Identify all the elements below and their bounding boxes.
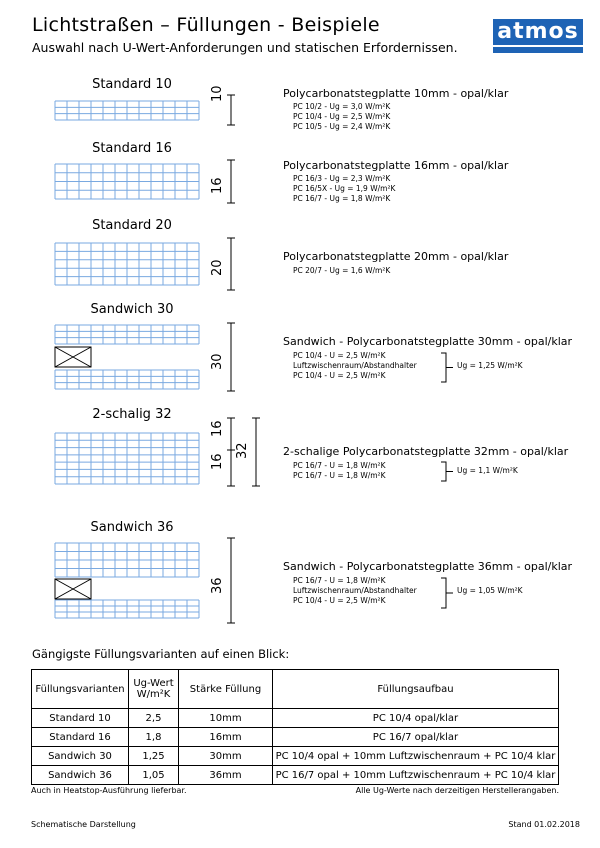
panel-heading-standard-10: Standard 10	[92, 77, 172, 92]
panel-spec-sandwich-30	[293, 351, 417, 381]
table-header: Füllungsvarianten	[32, 670, 129, 709]
panel-spec-standard-10	[293, 102, 390, 132]
table-cell: PC 10/4 opal + 10mm Luftzwischenraum + PC 10/4 klar	[273, 747, 559, 766]
spec-line: PC 16/5X - Ug = 1,9 W/m²K	[293, 184, 396, 193]
panel-result-sandwich-30: Ug = 1,25 W/m²K	[457, 361, 523, 370]
note-manufacturer: Alle Ug-Werte nach derzeitigen Herstellerangaben.	[355, 786, 559, 795]
table-cell: 36mm	[179, 766, 273, 785]
table-cell: Sandwich 36	[32, 766, 129, 785]
dim-label-36: 36	[210, 577, 225, 594]
panel-heading-2-schalig-32: 2-schalig 32	[92, 407, 172, 422]
table-header-row	[32, 670, 559, 709]
table-row	[32, 747, 559, 766]
table-cell: 10mm	[179, 709, 273, 728]
panel-spec-standard-20	[293, 266, 390, 276]
dim-label-20: 20	[210, 259, 225, 276]
panel-spec-standard-16	[293, 174, 395, 204]
table-cell: 1,05	[129, 766, 179, 785]
spec-line: PC 10/2 - Ug = 3,0 W/m²K	[293, 102, 391, 111]
panel-spec-sandwich-36	[293, 576, 417, 606]
panel-heading-sandwich-30: Sandwich 30	[90, 302, 174, 317]
table-header: Füllungsaufbau	[273, 670, 559, 709]
table-cell: 2,5	[129, 709, 179, 728]
table-cell: 30mm	[179, 747, 273, 766]
spec-line: PC 10/5 - Ug = 2,4 W/m²K	[293, 122, 391, 131]
panel-heading-sandwich-36: Sandwich 36	[90, 520, 174, 535]
table-header: Ug-Wert W/m²K	[129, 670, 179, 709]
dim-label-32-lower: 16	[210, 453, 225, 470]
logo-text: atmos	[493, 19, 583, 45]
result-brace	[441, 353, 453, 382]
panel-title-2-schalig-32: 2-schalige Polycarbonatstegplatte 32mm - opal/klar	[283, 445, 569, 458]
dim-label-30: 30	[210, 353, 225, 370]
table-cell: Standard 16	[32, 728, 129, 747]
spec-line: PC 20/7 - Ug = 1,6 W/m²K	[293, 266, 391, 275]
dim-label-10: 10	[210, 85, 225, 102]
table-row	[32, 709, 559, 728]
spec-line: Luftzwischenraum/Abstandhalter	[293, 361, 417, 370]
spec-line: Luftzwischenraum/Abstandhalter	[293, 586, 417, 595]
note-heatstop: Auch in Heatstop-Ausführung lieferbar.	[31, 786, 187, 795]
page-title: Lichtstraßen – Füllungen - Beispiele	[32, 14, 380, 36]
footer-date: Stand 01.02.2018	[508, 820, 580, 829]
table-row	[32, 728, 559, 747]
panel-title-standard-20: Polycarbonatstegplatte 20mm - opal/klar	[283, 250, 509, 263]
table-cell: PC 16/7 opal + 10mm Luftzwischenraum + PC 10/4 klar	[273, 766, 559, 785]
page-subtitle: Auswahl nach U-Wert-Anforderungen und statischen Erfordernissen.	[32, 40, 458, 55]
spec-line: PC 16/3 - Ug = 2,3 W/m²K	[293, 174, 391, 183]
spec-line: PC 10/4 - U = 2,5 W/m²K	[293, 371, 386, 380]
table-cell: 1,25	[129, 747, 179, 766]
panel-title-sandwich-36: Sandwich - Polycarbonatstegplatte 36mm - opal/klar	[283, 560, 573, 573]
footer-schematic: Schematische Darstellung	[31, 820, 136, 829]
table-cell: Sandwich 30	[32, 747, 129, 766]
table-cell: 1,8	[129, 728, 179, 747]
table-row	[32, 766, 559, 785]
table-title: Gängigste Füllungsvarianten auf einen Blick:	[32, 647, 290, 661]
spec-line: PC 16/7 - U = 1,8 W/m²K	[293, 471, 386, 480]
dim-label-32-upper: 16	[210, 420, 225, 437]
panel-result-sandwich-36: Ug = 1,05 W/m²K	[457, 586, 523, 595]
table-cell: Standard 10	[32, 709, 129, 728]
panel-heading-standard-20: Standard 20	[92, 218, 172, 233]
table-cell: PC 10/4 opal/klar	[273, 709, 559, 728]
panel-heading-standard-16: Standard 16	[92, 141, 172, 156]
panel-result-2-schalig-32: Ug = 1,1 W/m²K	[457, 466, 518, 475]
panel-spec-2-schalig-32	[293, 461, 386, 481]
spec-line: PC 16/7 - Ug = 1,8 W/m²K	[293, 194, 391, 203]
result-brace	[441, 462, 453, 481]
spec-line: PC 16/7 - U = 1,8 W/m²K	[293, 576, 386, 585]
result-brace	[441, 578, 453, 608]
spec-line: PC 10/4 - U = 2,5 W/m²K	[293, 351, 386, 360]
variants-table	[31, 669, 559, 785]
panel-title-standard-16: Polycarbonatstegplatte 16mm - opal/klar	[283, 159, 509, 172]
spec-line: PC 10/4 - U = 2,5 W/m²K	[293, 596, 386, 605]
table-cell: 16mm	[179, 728, 273, 747]
table-cell: PC 16/7 opal/klar	[273, 728, 559, 747]
spec-line: PC 16/7 - U = 1,8 W/m²K	[293, 461, 386, 470]
dim-label-16: 16	[210, 177, 225, 194]
dim-label-32-total: 32	[235, 442, 250, 459]
table-header: Stärke Füllung	[179, 670, 273, 709]
panel-title-sandwich-30: Sandwich - Polycarbonatstegplatte 30mm - opal/klar	[283, 335, 573, 348]
spec-line: PC 10/4 - Ug = 2,5 W/m²K	[293, 112, 391, 121]
panel-title-standard-10: Polycarbonatstegplatte 10mm - opal/klar	[283, 87, 509, 100]
